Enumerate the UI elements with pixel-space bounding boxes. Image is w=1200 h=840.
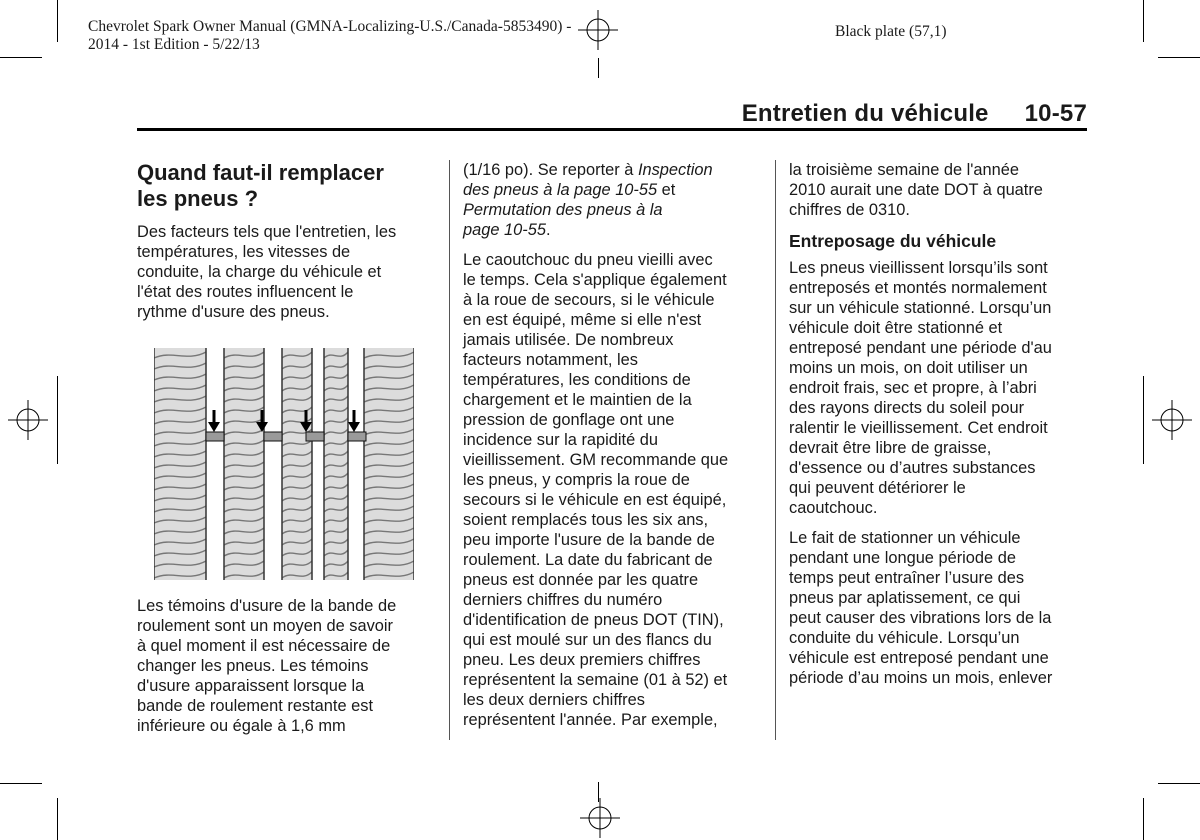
subsection-heading: Entreposage du véhicule [789,231,997,251]
text-line: les pneus, y compris la roue de [463,471,690,489]
heading-line: Quand faut-il remplacer [137,160,384,185]
text-line: temps peut entraîner l’usure des [789,569,1025,587]
text-line: qui peuvent détériorer le [789,479,966,497]
text-line: conduite, la charge du véhicule et [137,263,382,281]
text-line: bande de roulement restante est [137,697,373,715]
registration-tick [57,376,58,464]
crop-mark [0,783,42,784]
cross-reference: des pneus à la page 10-55 [463,181,658,199]
text-segment: . [545,221,551,239]
crop-mark [1143,798,1144,840]
tread-rib [224,348,264,580]
text-line: Des facteurs tels que l'entretien, les [137,223,397,241]
tread-rib [282,348,312,580]
registration-mark-icon [578,10,618,50]
column-divider [775,160,776,740]
tread-wear-indicator-illustration [154,348,414,580]
text-line: conduite du véhicule. Lorsqu’un [789,629,1020,647]
text-line: roulement. La date du fabricant de [463,551,713,569]
cross-reference: page 10-55 [463,221,546,239]
text-line: rythme d'usure des pneus. [137,303,330,321]
registration-tick [598,782,599,802]
section-title: Entretien du véhicule [741,100,989,127]
column-divider [449,160,450,740]
text-line: Les pneus vieillissent lorsqu’ils sont [789,259,1048,277]
text-line: chargement et le maintien de la [463,391,692,409]
text-line: représentent la semaine (01 à 52) et [463,671,728,689]
text-line: inférieure ou égale à 1,6 mm [137,717,346,735]
print-plate-label: Black plate (57,1) [835,23,947,40]
crop-mark [1143,0,1144,42]
text-line: pendant une longue période de [789,549,1016,567]
text-line: vieillissement. GM recommande que [463,451,729,469]
text-line: pneus est donnée par les quatre [463,571,699,589]
text-line: soient remplacés tous les six ans, [463,511,709,529]
text-line: d'identification de pneus DOT (TIN), [463,611,724,629]
column-3 [789,160,1094,688]
crop-mark [0,57,42,58]
text-line: la troisième semaine de l'année [789,161,1019,179]
heading-line: les pneus ? [137,186,259,211]
text-line: à la roue de secours, si le véhicule [463,291,715,309]
section-heading [137,160,437,212]
column-2 [463,160,763,730]
wear-indicator-bar [206,432,224,441]
text-line: pneus par aplatissement, ce qui [789,589,1021,607]
print-header-line1: Chevrolet Spark Owner Manual (GMNA-Localizing-U.S./Canada-5853490) - [88,18,572,35]
text-line: changer les pneus. Les témoins [137,657,369,675]
text-line: jamais utilisée. De nombreux [463,331,674,349]
text-line: températures, les vitesses de [137,243,351,261]
text-line: moins un mois, on doit utiliser un [789,359,1028,377]
paragraph [789,160,1094,220]
paragraph [137,596,437,736]
text-line: d'usure apparaissent lorsque la [137,677,365,695]
column-1 [137,160,437,736]
text-line: Le caoutchouc du pneu vieilli avec [463,251,713,269]
crop-mark [1158,783,1200,784]
text-line: secours si le véhicule en est équipé, [463,491,727,509]
tread-rib [324,348,348,580]
text-line: sur un véhicule stationné. Lorsqu’un [789,299,1052,317]
text-line: endroit frais, sec et propre, à l’abri [789,379,1037,397]
registration-tick [598,58,599,78]
wear-indicator-bar [348,432,366,441]
print-header-line2: 2014 - 1st Edition - 5/22/13 [88,36,260,53]
text-line: devrait être libre de graisse, [789,439,992,457]
text-segment: et [657,181,676,199]
text-line: véhicule est entreposé pendant une [789,649,1049,667]
registration-mark-icon [8,400,48,440]
text-line: période d’au moins un mois, enlever [789,669,1053,687]
text-line: des rayons directs du soleil pour [789,399,1025,417]
text-line: facteurs notamment, les [463,351,638,369]
text-line: à quel moment il est nécessaire de [137,637,391,655]
text-line: l'état des routes influencent le [137,283,354,301]
text-line: pression de gonflage ont une [463,411,675,429]
crop-mark [57,798,58,840]
paragraph [137,222,437,322]
text-line: les deux derniers chiffres [463,691,645,709]
text-line: roulement sont un moyen de savoir [137,617,394,635]
text-line: peu importe l'usure de la bande de [463,531,715,549]
header-rule [137,128,1087,131]
cross-reference: Permutation des pneus à la [463,201,663,219]
text-line: représentent l'année. Par exemple, [463,711,718,729]
text-line: températures, les conditions de [463,371,691,389]
wear-indicator-bar [306,432,324,441]
text-line: chiffres de 0310. [789,201,910,219]
print-header [88,18,571,54]
crop-mark [1158,57,1200,58]
text-line: le temps. Cela s'applique également [463,271,727,289]
text-line: entreposés et montés normalement [789,279,1047,297]
text-line: véhicule doit être stationné et [789,319,1003,337]
registration-tick [1143,376,1144,464]
tread-rib [364,348,414,580]
text-line: Les témoins d'usure de la bande de [137,597,397,615]
registration-mark-icon [580,798,620,838]
text-line: d'essence ou d’autres substances [789,459,1036,477]
text-line: Le fait de stationner un véhicule [789,529,1021,547]
text-line: en est équipé, même si elle n'est [463,311,702,329]
text-line: pneu. Les deux premiers chiffres [463,651,701,669]
paragraph [789,528,1094,688]
paragraph [789,258,1094,518]
paragraph [463,160,763,240]
text-segment: (1/16 po). Se reporter à [463,161,638,179]
text-line: 2010 aurait une date DOT à quatre [789,181,1043,199]
text-line: entreposé pendant une période d'au [789,339,1052,357]
tread-rib [154,348,206,580]
text-line: peut causer des vibrations lors de la [789,609,1052,627]
text-line: qui est moulé sur un des flancs du [463,631,712,649]
registration-mark-icon [1152,400,1192,440]
paragraph [463,250,763,730]
cross-reference: Inspection [637,161,713,179]
wear-indicator-bar [264,432,282,441]
text-line: ralentir le vieillissement. Cet endroit [789,419,1048,437]
crop-mark [57,0,58,42]
text-line: incidence sur la rapidité du [463,431,658,449]
text-line: caoutchouc. [789,499,878,517]
text-line: derniers chiffres du numéro [463,591,663,609]
page-number: 10-57 [1024,100,1087,127]
running-header [742,100,1087,128]
